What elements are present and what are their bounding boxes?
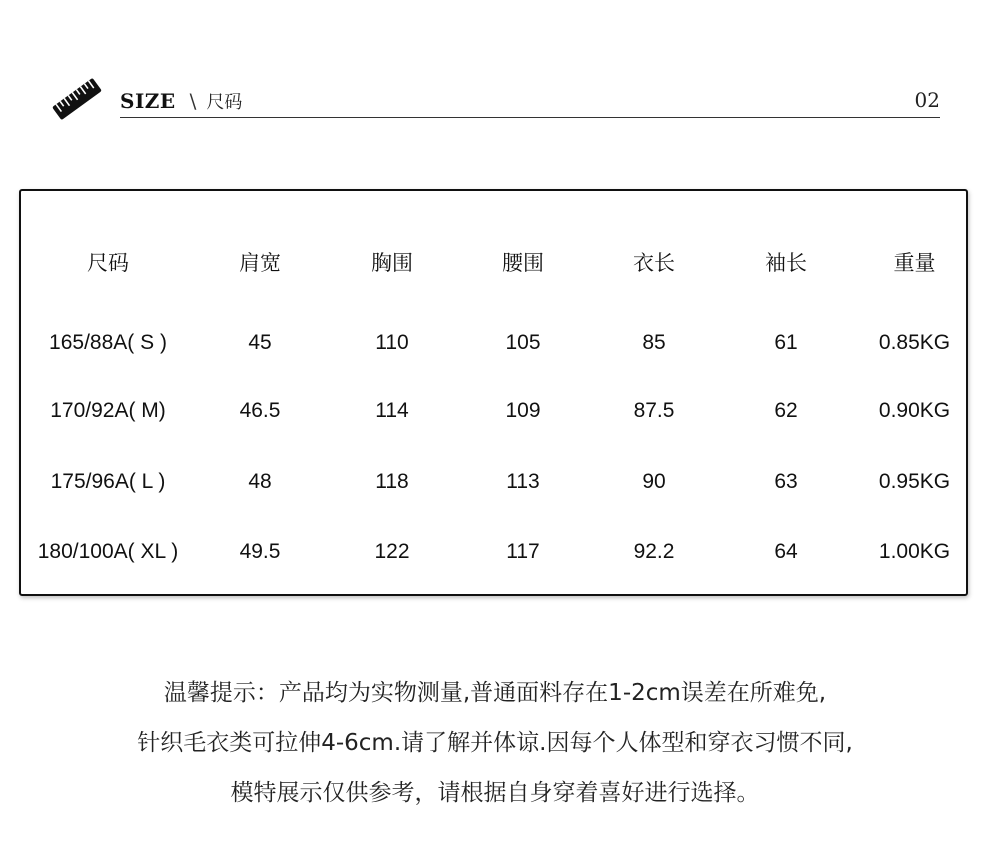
table-header-row [21,243,966,283]
column-header-chest: 胸围 [371,251,413,275]
table-cell: 85 [642,331,666,354]
table-cell: 114 [375,399,409,422]
table-cell: 117 [506,540,540,563]
table-cell: 87.5 [633,399,675,422]
table-cell: 48 [248,470,272,493]
table-cell: 63 [774,470,798,493]
note-line: 模特展示仅供参考，请根据自身穿着喜好进行选择。 [230,780,760,806]
column-header-length: 衣长 [633,251,675,275]
note-line: 针织毛衣类可拉伸4-6cm.请了解并体谅.因每个人体型和穿衣习惯不同, [137,730,853,756]
table-cell: 109 [505,399,541,422]
note-line: 温馨提示：产品均为实物测量,普通面料存在1-2cm误差在所难免, [163,680,827,706]
table-cell: 180/100A( XL ) [37,540,179,563]
table-cell: 118 [375,470,409,493]
size-chart-table [19,189,968,596]
table-cell: 105 [505,331,541,354]
column-header-waist: 腰围 [502,251,544,275]
size-label-zh: 尺码 [206,92,243,113]
table-row [21,462,966,502]
table-cell: 165/88A( S ) [49,331,167,354]
size-notes [0,668,990,818]
table-cell: 0.85KG [878,331,951,354]
table-cell: 0.90KG [878,399,951,422]
table-cell: 45 [248,331,272,354]
table-cell: 122 [374,540,410,563]
table-cell: 62 [774,399,798,422]
column-header-sleeve: 袖长 [765,251,807,275]
ruler-icon [48,74,106,124]
table-row [21,323,966,363]
column-header-shoulder: 肩宽 [239,251,281,275]
table-cell: 61 [774,331,798,354]
table-cell: 110 [375,331,409,354]
column-header-size: 尺码 [87,251,129,275]
table-cell: 64 [774,540,798,563]
table-cell: 175/96A( L ) [50,470,166,493]
header-title [120,88,242,114]
title-separator: \ [189,89,197,113]
section-header [48,70,940,120]
table-cell: 92.2 [633,540,675,563]
header-divider [120,117,940,118]
table-row [21,391,966,431]
table-cell: 90 [642,470,666,493]
column-header-weight: 重量 [893,251,936,275]
table-cell: 170/92A( M) [50,399,166,422]
table-cell: 49.5 [239,540,281,563]
table-cell: 46.5 [239,399,281,422]
size-label: SIZE [120,89,176,113]
table-cell: 113 [506,470,540,493]
table-cell: 0.95KG [878,470,951,493]
table-row [21,532,966,572]
page-number: 02 [914,88,940,112]
table-cell: 1.00KG [878,540,951,563]
